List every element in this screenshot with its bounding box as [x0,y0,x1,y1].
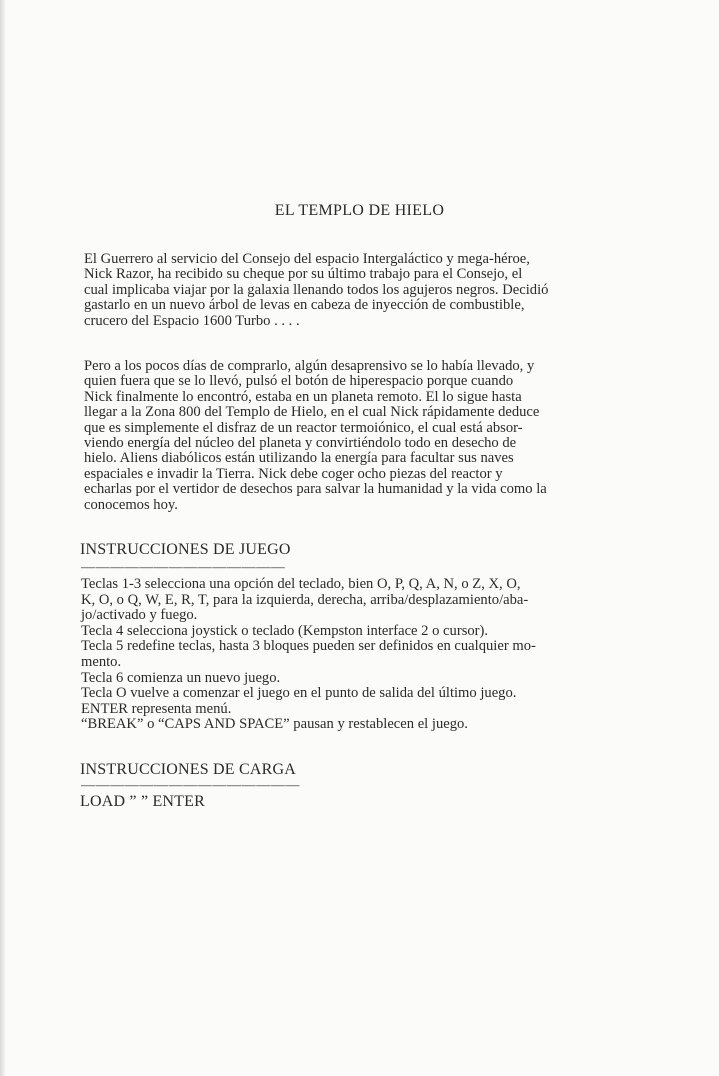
instruction-line: Tecla O vuelve a comenzar el juego en el punto de salida del último juego. [81,685,517,702]
load-instructions-underline: ——————————————— [81,778,300,793]
intro-paragraph [84,252,654,329]
game-instructions-underline: —————————————— [81,560,286,575]
game-instructions-list [81,577,653,733]
load-command: LOAD ” ” ENTER [80,793,205,810]
instruction-line: Tecla 5 redefine teclas, hasta 3 bloques pueden ser definidos en cualquier mo- [81,638,536,655]
game-instructions-heading: INSTRUCCIONES DE JUEGO [80,541,291,558]
text-line: conocemos hoy. [84,496,178,513]
text-line: Nick finalmente lo encontró, estaba en un planeta remoto. El lo sigue hasta [84,388,522,405]
document-title: EL TEMPLO DE HIELO [274,202,445,219]
text-line: gastarlo en un nuevo árbol de levas en cabeza de inyección de combustible, [84,297,525,314]
text-line: hielo. Aliens diabólicos están utilizando la energía para facultar sus naves [84,450,514,467]
text-line: quien fuera que se lo llevó, pulsó el botón de hiperespacio porque cuando [84,373,514,390]
instruction-line: ENTER representa menú. [81,700,232,717]
text-line: El Guerrero al servicio del Consejo del espacio Intergaláctico y mega-héroe, [84,251,530,267]
text-line: cual implicaba viajar por la galaxia llenando todos los agujeros negros. Decidió [84,281,549,298]
load-instructions-heading: INSTRUCCIONES DE CARGA [80,761,296,778]
instruction-line: “BREAK” o “CAPS AND SPACE” pausan y restablecen el juego. [81,716,468,733]
page-edge-shadow [0,0,6,1076]
instruction-line: Tecla 6 comienza un nuevo juego. [81,669,281,686]
text-line: Nick Razor, ha recibido su cheque por su último trabajo para el Consejo, el [84,266,523,283]
text-line: crucero del Espacio 1600 Turbo . . . . [84,312,300,329]
text-line: echarlas por el vertidor de desechos para salvar la humanidad y la vida como la [84,481,547,498]
text-line: espaciales e invadir la Tierra. Nick debe coger ocho piezas del reactor y [84,465,503,482]
text-line: Pero a los pocos días de comprarlo, algún desaprensivo se lo había llevado, y [84,358,535,374]
story-paragraph [84,359,654,513]
text-line: viendo energía del núcleo del planeta y convirtiéndolo todo en desecho de [84,435,517,452]
instruction-line: Teclas 1-3 selecciona una opción del teclado, bien O, P, Q, A, N, o Z, X, O, [81,576,521,592]
instruction-line: Tecla 4 selecciona joystick o teclado (Kempston interface 2 o cursor). [81,622,489,639]
instruction-line: mento. [81,653,122,670]
instruction-line: jo/activado y fuego. [81,607,198,624]
text-line: que es simplemente el disfraz de un reactor termoiónico, el cual está absor- [84,419,523,436]
instruction-line: K, O, o Q, W, E, R, T, para la izquierda, derecha, arriba/desplazamiento/aba- [81,591,529,608]
text-line: llegar a la Zona 800 del Templo de Hielo, en el cual Nick rápidamente deduce [84,404,540,421]
